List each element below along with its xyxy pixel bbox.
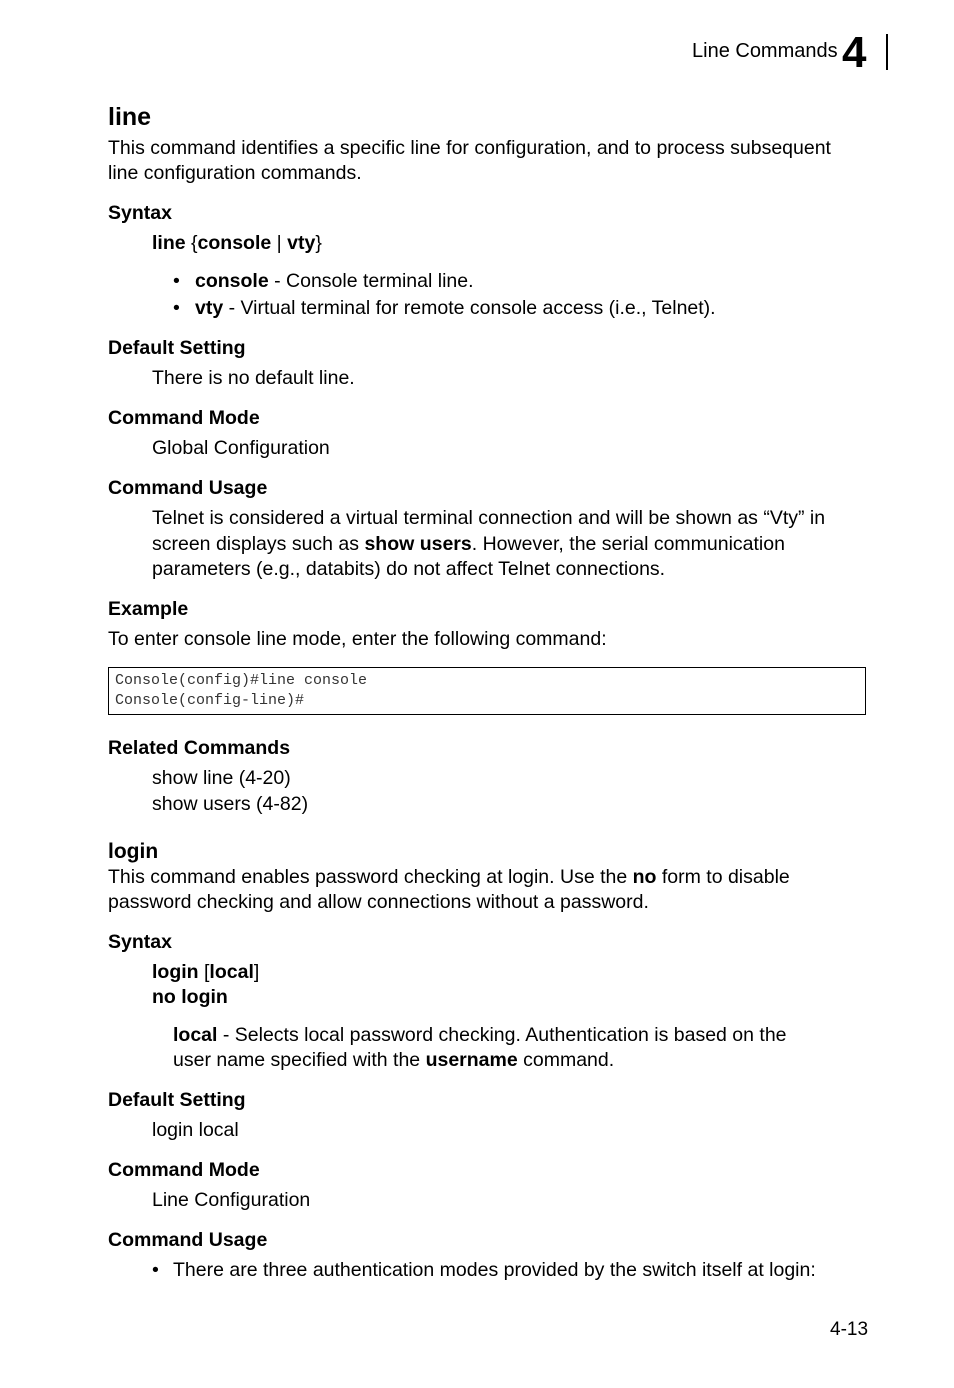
line-default-heading: Default Setting bbox=[108, 337, 246, 359]
line-example-heading: Example bbox=[108, 598, 189, 620]
login-description-1: This command enables password checking at login. Use the no form to disable bbox=[108, 866, 790, 888]
code-line: Console(config)#line console bbox=[115, 672, 368, 689]
syntax-option: vty bbox=[287, 232, 316, 254]
login-syntax-1: login [local] bbox=[152, 961, 260, 983]
line-related-heading: Related Commands bbox=[108, 737, 291, 759]
line-usage-1: Telnet is considered a virtual terminal connection and will be shown as “Vty” in bbox=[152, 507, 826, 529]
login-usage-1: There are three authentication modes provided by the switch itself at login: bbox=[173, 1259, 816, 1281]
line-syntax-heading: Syntax bbox=[108, 202, 172, 224]
running-header: Line Commands bbox=[692, 40, 838, 62]
related-command: show users (4-82) bbox=[152, 793, 309, 815]
page-number: 4-13 bbox=[830, 1319, 869, 1340]
line-default-text: There is no default line. bbox=[152, 367, 355, 389]
line-mode-text: Global Configuration bbox=[152, 437, 330, 459]
line-description-1: This command identifies a specific line for configuration, and to process subsequent bbox=[108, 137, 831, 159]
login-default-text: login local bbox=[152, 1119, 239, 1141]
line-usage-3: parameters (e.g., databits) do not affect Telnet connections. bbox=[152, 558, 666, 580]
line-description-2: line configuration commands. bbox=[108, 162, 362, 184]
chapter-number: 4 bbox=[842, 28, 867, 77]
login-mode-text: Line Configuration bbox=[152, 1189, 311, 1211]
login-syntax-heading: Syntax bbox=[108, 931, 172, 953]
login-param-local-2: user name specified with the username command. bbox=[173, 1049, 615, 1071]
chapter-divider bbox=[886, 34, 888, 70]
param-console: console - Console terminal line. bbox=[195, 270, 474, 292]
login-syntax-2: no login bbox=[152, 986, 228, 1008]
bullet: • bbox=[173, 270, 180, 292]
login-mode-heading: Command Mode bbox=[108, 1159, 260, 1181]
login-usage-heading: Command Usage bbox=[108, 1229, 268, 1251]
line-usage-heading: Command Usage bbox=[108, 477, 268, 499]
line-mode-heading: Command Mode bbox=[108, 407, 260, 429]
command-title-line: line bbox=[108, 103, 152, 131]
bullet: • bbox=[152, 1259, 159, 1281]
syntax-keyword: line bbox=[152, 232, 186, 254]
line-usage-2: screen displays such as show users. However, the serial communication bbox=[152, 533, 785, 555]
param-vty: vty - Virtual terminal for remote console access (i.e., Telnet). bbox=[195, 297, 716, 319]
login-description-2: password checking and allow connections without a password. bbox=[108, 891, 649, 913]
syntax-option: console bbox=[197, 232, 272, 254]
login-param-local-1: local - Selects local password checking. Authentication is based on the bbox=[173, 1024, 787, 1046]
code-line: Console(config-line)# bbox=[115, 692, 305, 709]
bullet: • bbox=[173, 297, 180, 319]
command-title-login: login bbox=[108, 840, 159, 863]
login-default-heading: Default Setting bbox=[108, 1089, 246, 1111]
related-command: show line (4-20) bbox=[152, 767, 291, 789]
line-example-intro: To enter console line mode, enter the following command: bbox=[108, 628, 607, 650]
line-syntax: line {console | vty} bbox=[152, 232, 322, 254]
